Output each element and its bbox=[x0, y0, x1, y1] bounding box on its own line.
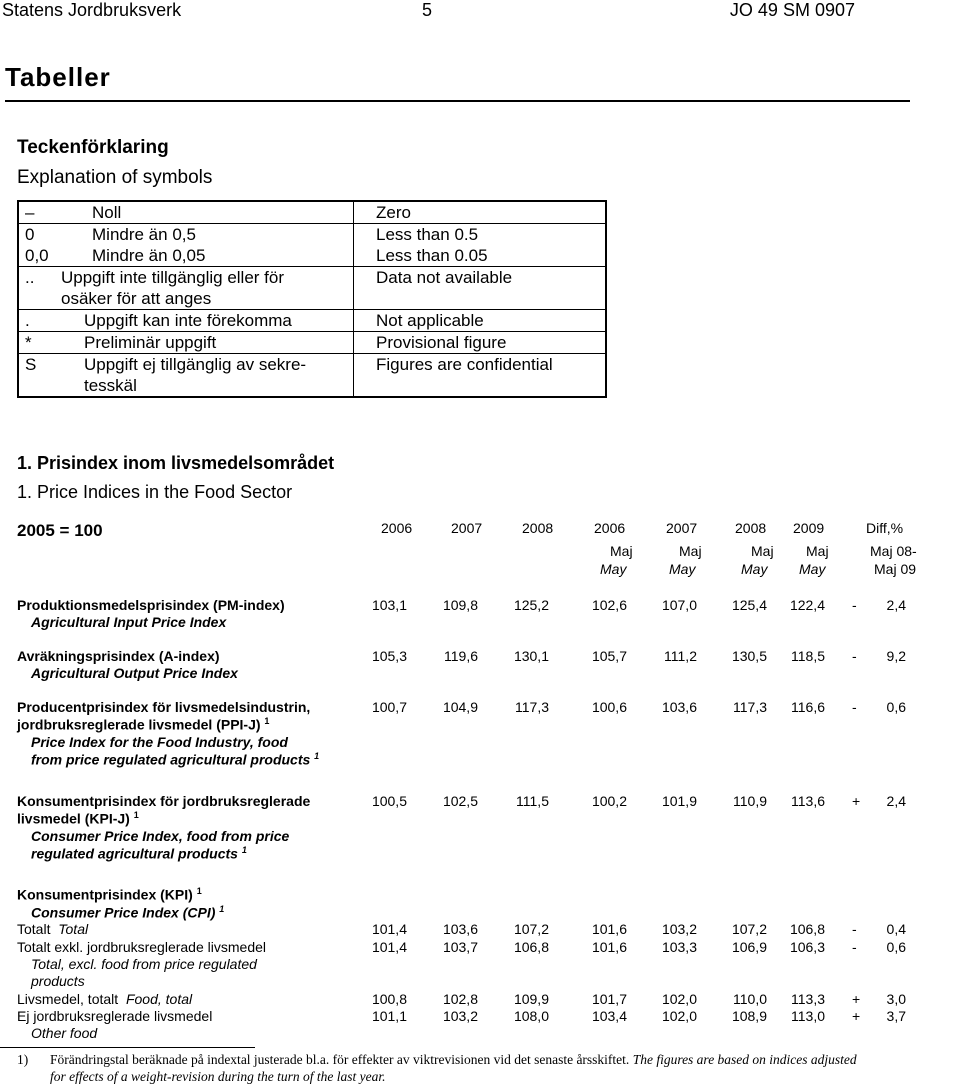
value-cell: 102,5 bbox=[442, 793, 478, 809]
base-year: 2005 = 100 bbox=[17, 521, 103, 540]
diff-sign: - bbox=[852, 648, 857, 664]
value-cell: 100,2 bbox=[591, 793, 627, 809]
diff-value: 2,4 bbox=[886, 597, 906, 613]
value-cell: 118,5 bbox=[791, 648, 825, 664]
value-cell: 101,7 bbox=[591, 991, 627, 1007]
row-label-en-2 bbox=[31, 845, 247, 862]
value-cell: 111,2 bbox=[664, 648, 697, 664]
footnote-ref: 1 bbox=[219, 904, 225, 914]
kpi-heading-en-text: Consumer Price Index (CPI) bbox=[31, 904, 216, 921]
col-sub-en: Maj 09 bbox=[874, 561, 917, 577]
value-cell: 103,3 bbox=[661, 939, 697, 955]
value-cell: 106,9 bbox=[731, 939, 767, 955]
col-year: 2006 bbox=[594, 520, 626, 536]
value-cell: 105,3 bbox=[371, 648, 407, 664]
value-cell: 101,4 bbox=[371, 939, 407, 955]
row-label-en: Price Index for the Food Industry, food bbox=[31, 734, 288, 750]
value-cell: 102,0 bbox=[661, 1008, 697, 1024]
kpi-row-sv: Ej jordbruksreglerade livsmedel bbox=[17, 1008, 213, 1024]
col-year: 2009 bbox=[793, 520, 825, 536]
value-cell: 117,3 bbox=[733, 699, 767, 715]
kpi-heading-sv bbox=[17, 886, 202, 903]
col-sub-sv: Maj bbox=[806, 543, 829, 559]
value-cell: 100,8 bbox=[371, 991, 407, 1007]
value-cell: 108,9 bbox=[731, 1008, 767, 1024]
value-cell: 113,6 bbox=[791, 793, 825, 809]
kpi-row-en: Total bbox=[58, 921, 89, 937]
kpi-heading-en bbox=[31, 904, 224, 921]
section-title-sv: 1. Prisindex inom livsmedelsområdet bbox=[17, 453, 335, 473]
col-year: 2008 bbox=[735, 520, 767, 536]
value-cell: 101,6 bbox=[591, 939, 627, 955]
footnote-rule bbox=[0, 1047, 255, 1048]
diff-sign: - bbox=[852, 939, 857, 955]
diff-sign: + bbox=[852, 793, 861, 809]
row-label-en: Consumer Price Index, food from price bbox=[31, 828, 290, 844]
value-cell: 103,4 bbox=[591, 1008, 627, 1024]
title-rule bbox=[5, 100, 910, 102]
row-label-en: Agricultural Input Price Index bbox=[31, 614, 227, 630]
value-cell: 125,2 bbox=[513, 597, 549, 613]
symbol-en: Provisional figure bbox=[354, 332, 607, 354]
symbols-table bbox=[17, 200, 607, 398]
row-label-sv-2 bbox=[17, 810, 139, 827]
value-cell: 107,2 bbox=[513, 921, 549, 937]
kpi-row-en: Other food bbox=[31, 1025, 98, 1041]
diff-value: 2,4 bbox=[886, 793, 906, 809]
footnote-line-1 bbox=[50, 1052, 857, 1068]
symbol-sv: Preliminär uppgift bbox=[74, 332, 354, 354]
header-right: JO 49 SM 0907 bbox=[729, 0, 855, 20]
symbol: – bbox=[18, 201, 74, 224]
value-cell: 102,6 bbox=[591, 597, 627, 613]
value-cell: 101,6 bbox=[591, 921, 627, 937]
value-cell: 117,3 bbox=[515, 699, 549, 715]
symbol-en: Zero bbox=[354, 201, 607, 224]
row-label-sv: Produktionsmedelsprisindex (PM-index) bbox=[17, 597, 285, 613]
symbol: * bbox=[18, 332, 74, 354]
value-cell: 102,0 bbox=[661, 991, 697, 1007]
col-year: 2008 bbox=[522, 520, 554, 536]
row-label-sv-text: livsmedel (KPI-J) bbox=[17, 810, 130, 827]
symbol-en: Less than 0.5 Less than 0.05 bbox=[354, 224, 607, 267]
symbol-row bbox=[18, 224, 606, 267]
value-cell: 103,6 bbox=[661, 699, 697, 715]
col-sub-sv: Maj bbox=[751, 543, 774, 559]
row-label-sv: Konsumentprisindex för jordbruksreglerade bbox=[17, 793, 311, 809]
diff-value: 3,7 bbox=[886, 1008, 906, 1024]
row-label-en: Agricultural Output Price Index bbox=[31, 665, 238, 681]
col-year: 2006 bbox=[381, 520, 413, 536]
col-sub-sv: Maj bbox=[610, 543, 633, 559]
col-year: 2007 bbox=[451, 520, 483, 536]
kpi-row-en: Food, total bbox=[125, 991, 193, 1007]
diff-value: 0,6 bbox=[886, 699, 906, 715]
symbol-sv: Mindre än 0,5 Mindre än 0,05 bbox=[74, 224, 354, 267]
symbol-sv: Uppgift inte tillgänglig eller för osäker för att anges bbox=[61, 268, 285, 308]
kpi-row-label bbox=[17, 991, 192, 1007]
symbol-en: Not applicable bbox=[354, 310, 607, 332]
footnote-line-2: for effects of a weight-revision during the turn of the last year. bbox=[50, 1069, 386, 1084]
value-cell: 108,0 bbox=[513, 1008, 549, 1024]
col-diff: Diff,% bbox=[866, 520, 904, 536]
footnote-ref: 1 bbox=[196, 886, 202, 896]
value-cell: 100,5 bbox=[371, 793, 407, 809]
symbol: S bbox=[18, 354, 74, 398]
value-cell: 100,7 bbox=[371, 699, 407, 715]
value-cell: 113,0 bbox=[791, 1008, 825, 1024]
row-label-sv-text: jordbruksreglerade livsmedel (PPI-J) bbox=[17, 716, 261, 733]
value-cell: 101,9 bbox=[661, 793, 697, 809]
value-cell: 107,2 bbox=[731, 921, 767, 937]
value-cell: 102,8 bbox=[442, 991, 478, 1007]
diff-sign: - bbox=[852, 597, 857, 613]
symbol-row bbox=[18, 267, 606, 310]
symbol-row bbox=[18, 354, 606, 398]
header-left: Statens Jordbruksverk bbox=[2, 0, 182, 20]
row-label-en-2 bbox=[31, 751, 319, 768]
footnote-ref: 1 bbox=[264, 716, 270, 726]
value-cell: 101,1 bbox=[371, 1008, 407, 1024]
row-label-sv: Avräkningsprisindex (A-index) bbox=[17, 648, 220, 664]
symbol-row bbox=[18, 310, 606, 332]
symbol: . bbox=[18, 310, 74, 332]
footnote-ref: 1 bbox=[314, 751, 320, 761]
value-cell: 109,8 bbox=[442, 597, 478, 613]
col-sub-en: May bbox=[741, 561, 768, 577]
legend-subheading: Explanation of symbols bbox=[17, 167, 213, 188]
symbol-sv: Uppgift ej tillgänglig av sekre-tesskäl bbox=[74, 354, 354, 398]
col-year: 2007 bbox=[666, 520, 698, 536]
footnote-ref: 1 bbox=[241, 845, 247, 855]
row-label-en-text: from price regulated agricultural products bbox=[31, 751, 311, 768]
value-cell: 101,4 bbox=[371, 921, 407, 937]
symbol-sv: Noll bbox=[74, 201, 354, 224]
diff-sign: + bbox=[852, 991, 861, 1007]
value-cell: 110,0 bbox=[733, 991, 767, 1007]
col-sub-sv: Maj bbox=[679, 543, 702, 559]
diff-sign: - bbox=[852, 921, 857, 937]
value-cell: 130,1 bbox=[513, 648, 549, 664]
value-cell: 130,5 bbox=[731, 648, 767, 664]
value-cell: 103,6 bbox=[442, 921, 478, 937]
page-number: 5 bbox=[422, 0, 433, 20]
diff-value: 0,4 bbox=[886, 921, 906, 937]
footnote-ref: 1 bbox=[133, 810, 139, 820]
diff-sign: + bbox=[852, 1008, 861, 1024]
section-title-en: 1. Price Indices in the Food Sector bbox=[17, 482, 293, 502]
col-sub-sv: Maj 08- bbox=[870, 543, 917, 559]
col-sub-en: May bbox=[669, 561, 696, 577]
value-cell: 106,3 bbox=[789, 939, 825, 955]
row-label-sv: Producentprisindex för livsmedelsindustrin, bbox=[17, 699, 311, 715]
kpi-row-en: Total, excl. food from price regulated bbox=[31, 956, 257, 972]
value-cell: 106,8 bbox=[789, 921, 825, 937]
value-cell: 119,6 bbox=[444, 648, 478, 664]
symbol-en: Data not available bbox=[354, 267, 607, 310]
symbol-sv: Uppgift kan inte förekomma bbox=[74, 310, 354, 332]
value-cell: 116,6 bbox=[791, 699, 825, 715]
value-cell: 103,2 bbox=[661, 921, 697, 937]
symbol-en: Figures are confidential bbox=[354, 354, 607, 398]
kpi-row-sv: Livsmedel, totalt bbox=[17, 991, 119, 1007]
kpi-row-sv: Totalt bbox=[17, 921, 51, 937]
footnote-text-en: The figures are based on indices adjusted bbox=[632, 1052, 857, 1067]
footnote-text-sv: Förändringstal beräknade på indextal justerade bl.a. för effekter av viktrevisionen vid det senaste årsskiftet. bbox=[50, 1052, 630, 1067]
symbol-row bbox=[18, 332, 606, 354]
value-cell: 107,0 bbox=[661, 597, 697, 613]
col-sub-en: May bbox=[799, 561, 826, 577]
value-cell: 125,4 bbox=[731, 597, 767, 613]
value-cell: 109,9 bbox=[513, 991, 549, 1007]
kpi-row-en-2: products bbox=[31, 973, 85, 989]
value-cell: 111,5 bbox=[516, 793, 549, 809]
value-cell: 103,1 bbox=[371, 597, 407, 613]
symbol-row bbox=[18, 201, 606, 224]
value-cell: 103,7 bbox=[442, 939, 478, 955]
row-label-en-text: regulated agricultural products bbox=[31, 845, 238, 862]
symbol: 0 0,0 bbox=[18, 224, 74, 267]
footnote-marker: 1) bbox=[17, 1052, 29, 1067]
value-cell: 104,9 bbox=[442, 699, 478, 715]
row-label-sv-2 bbox=[17, 716, 269, 733]
page-title: Tabeller bbox=[5, 62, 111, 92]
value-cell: 106,8 bbox=[513, 939, 549, 955]
value-cell: 122,4 bbox=[789, 597, 825, 613]
kpi-row-sv: Totalt exkl. jordbruksreglerade livsmedel bbox=[17, 939, 266, 955]
legend-heading: Teckenförklaring bbox=[17, 137, 169, 158]
value-cell: 110,9 bbox=[733, 793, 767, 809]
col-sub-en: May bbox=[600, 561, 627, 577]
kpi-row-label bbox=[17, 921, 88, 937]
symbol: .. bbox=[25, 268, 35, 287]
value-cell: 100,6 bbox=[591, 699, 627, 715]
diff-value: 3,0 bbox=[886, 991, 906, 1007]
kpi-heading-sv-text: Konsumentprisindex (KPI) bbox=[17, 886, 193, 903]
diff-sign: - bbox=[852, 699, 857, 715]
value-cell: 103,2 bbox=[442, 1008, 478, 1024]
diff-value: 0,6 bbox=[886, 939, 906, 955]
diff-value: 9,2 bbox=[886, 648, 906, 664]
value-cell: 105,7 bbox=[591, 648, 627, 664]
value-cell: 113,3 bbox=[791, 991, 825, 1007]
